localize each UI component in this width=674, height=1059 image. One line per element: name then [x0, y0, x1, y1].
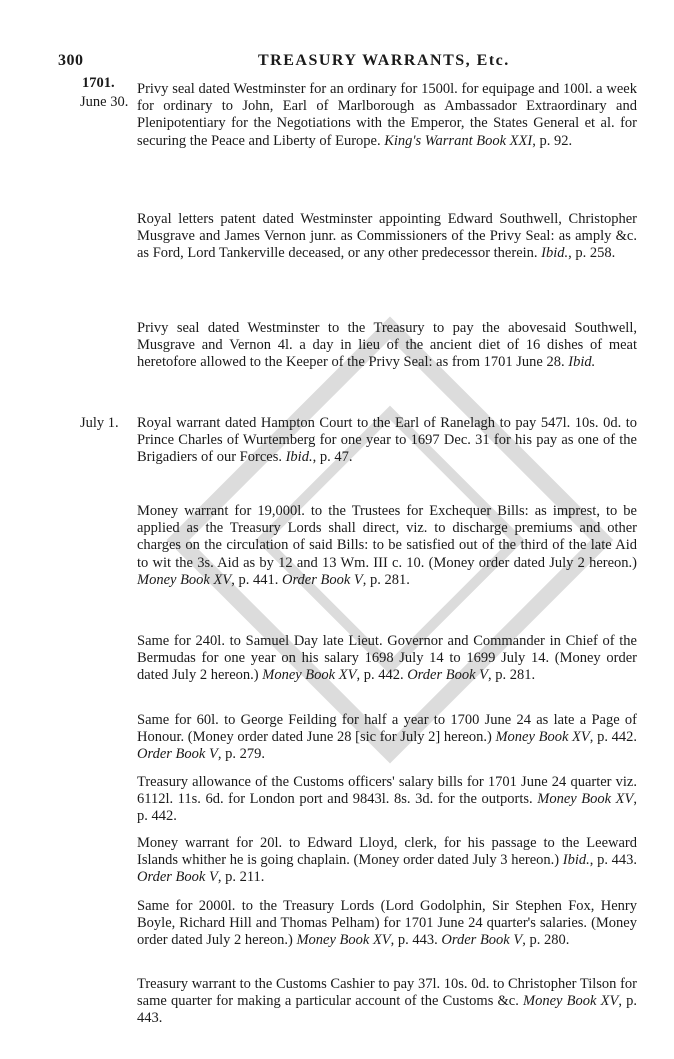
- page-header: [58, 52, 624, 74]
- entry-page: , p. 443.: [390, 932, 442, 949]
- entry-10: [137, 976, 637, 1028]
- entry-reference-secondary: Order Book V: [441, 932, 523, 949]
- entry-text: Privy seal dated Westminster to the Treasury to pay the abovesaid Southwell, Musgrave and Vernon 4l. a day in lieu of the ancient diet of 16 dishes of meat heretofore allowed to the Keeper of the Privy Seal: as from 1701 June 28.: [137, 320, 637, 371]
- entry-text: Treasury allowance of the Customs officers' salary bills for 1701 June 24 quarter viz. 6112l. 11s. 6d. for London port and 9843l. 8s. 3d. for the outports.: [137, 774, 637, 808]
- entry-page: , p. 442.: [589, 729, 637, 746]
- entry-9: [137, 898, 637, 950]
- entry-text: Treasury warrant to the Customs Cashier to pay 37l. 10s. 0d. to Christopher Tilson for same quarter for making a particular account of the Customs &c.: [137, 976, 637, 1010]
- entry-page-secondary: , p. 281.: [362, 571, 410, 588]
- entry-text: Privy seal dated Westminster for an ordinary for 1500l. for equipage and 100l. a week for ordinary to John, Earl of Marlborough as Ambassador Extraordinary and Plenipotentiary for the Negotiations with the Emperor, the States General et al. for securing the Peace and Liberty of Europe.: [137, 81, 637, 149]
- entry-reference-secondary: Order Book V: [281, 571, 363, 588]
- date-july-1: July 1.: [80, 415, 119, 431]
- entry-8: [137, 835, 637, 887]
- entry-reference: Money Book XV: [262, 667, 357, 684]
- entry-1: [137, 211, 637, 263]
- entry-text: Same for 60l. to George Feilding for half a year to 1700 June 24 as late a Page of Honour. (Money order dated June 28 [sic for July 2] hereon.): [137, 712, 637, 746]
- entry-page: , p. 442.: [356, 667, 408, 684]
- entry-page-secondary: , p. 211.: [217, 869, 265, 886]
- entry-reference: King's Warrant Book XXI: [384, 132, 533, 149]
- entry-7: [137, 774, 637, 826]
- entry-reference-secondary: Order Book V: [137, 746, 218, 763]
- entry-text: Same for 240l. to Samuel Day late Lieut. Governor and Commander in Chief of the Bermudas for one year on his salary 1698 July 14 to 1699 July 14. (Money order dated July 2 hereon.): [137, 633, 637, 684]
- entry-text: Same for 2000l. to the Treasury Lords (Lord Godolphin, Sir Stephen Fox, Henry Boyle, Richard Hill and Thomas Pelham) for 1701 June 24 quarter's salaries. (Money order dated July 2 hereon.): [137, 898, 637, 949]
- entry-6: [137, 712, 637, 764]
- entry-text: Royal letters patent dated Westminster appointing Edward Southwell, Christopher Musgrave and James Vernon junr. as Commissioners of the Privy Seal: as amply &c. as Ford, Lord Tankerville deceased, or any other predecessor therein.: [137, 211, 637, 262]
- entry-page: , p. 441.: [231, 571, 282, 588]
- entry-reference: Money Book XV: [495, 729, 590, 746]
- entry-page: , p. 258.: [568, 245, 616, 262]
- entry-page: , p. 443.: [589, 852, 637, 869]
- running-title: TREASURY WARRANTS, Etc.: [258, 52, 510, 69]
- entry-reference-secondary: Order Book V: [137, 869, 218, 886]
- entry-2: [137, 320, 637, 372]
- entry-page-secondary: , p. 279.: [217, 746, 265, 763]
- entry-text: Royal warrant dated Hampton Court to the Earl of Ranelagh to pay 547l. 10s. 0d. to Prince Charles of Wurtemberg for one year to 1697 Dec. 31 for his pay as one of the Brigadiers of our Forces.: [137, 415, 637, 466]
- entry-page: , p. 442.: [137, 791, 637, 825]
- entry-reference: Ibid.: [541, 245, 569, 262]
- entry-4: [137, 503, 637, 589]
- entry-5: [137, 633, 637, 685]
- entry-page-secondary: , p. 280.: [522, 932, 570, 949]
- entry-reference: Money Book XV: [137, 571, 232, 588]
- entry-0: [137, 81, 637, 150]
- entry-page: , p. 443.: [137, 993, 637, 1027]
- year-label: 1701.: [82, 75, 115, 91]
- entry-page-secondary: , p. 281.: [488, 667, 536, 684]
- entry-reference: Ibid.: [285, 449, 313, 466]
- entry-page: , p. 92.: [532, 132, 573, 149]
- entry-3: [137, 415, 637, 467]
- entry-text: Money warrant for 19,000l. to the Trustees for Exchequer Bills: as imprest, to be applied as the Treasury Lords shall direct, viz. to discharge premiums and other charges on the circulation of said Bills: to be satisfied out of the third of the late Aid to wit the 3s. Aid as by 12 and 13 Wm. III c. 10. (Money order dated July 2 hereon.): [137, 503, 637, 571]
- entry-reference: Money Book XV: [296, 932, 391, 949]
- entry-reference-secondary: Order Book V: [407, 667, 489, 684]
- page-number: 300: [58, 52, 84, 69]
- entry-reference: Money Book XV: [537, 791, 634, 808]
- entry-text: Money warrant for 20l. to Edward Lloyd, clerk, for his passage to the Leeward Islands whither he is going chaplain. (Money order dated July 3 hereon.): [137, 835, 637, 869]
- date-june-30: June 30.: [80, 94, 129, 110]
- entry-reference: Money Book XV: [523, 993, 619, 1010]
- entry-page: , p. 47.: [312, 449, 353, 466]
- entry-reference: Ibid.: [562, 852, 590, 869]
- entry-reference: Ibid.: [568, 354, 596, 371]
